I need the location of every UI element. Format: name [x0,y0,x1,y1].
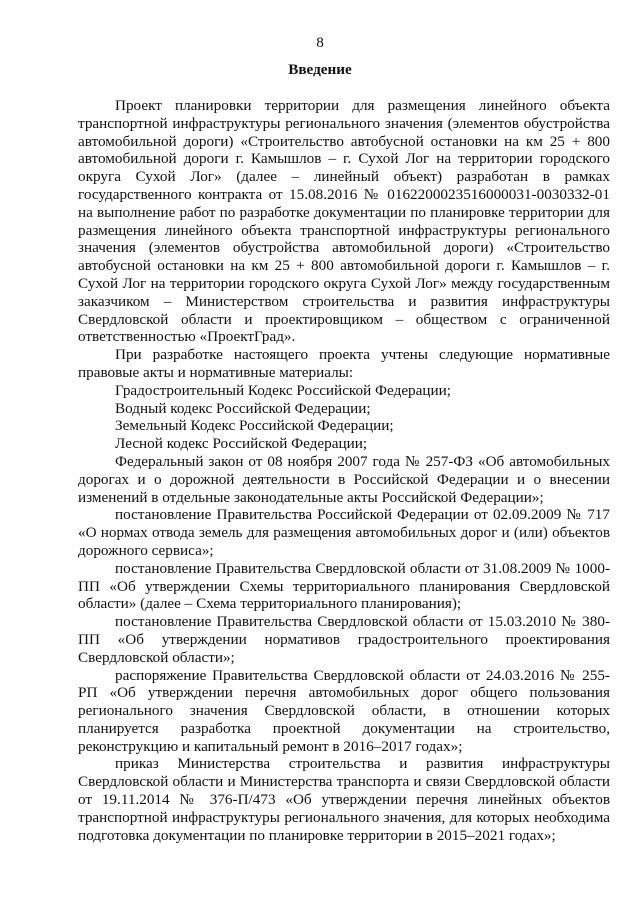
list-item: постановление Правительства Российской Федерации от 02.09.2009 № 717 «О нормах отвода земель для размещения автомобильных дорог и (или) объектов дорожного сервиса»; [78,506,610,559]
page-number: 8 [316,34,324,51]
section-heading: Введение [288,61,352,78]
paragraph-intro: Проект планировки территории для размещения линейного объекта транспортной инфраструктуры регионального значения (элементов обустройства автомобильной дороги) «Строительство автобусной остановки на км 25 + 800 автомобильной дороги г. Камышлов – г. Сухой Лог на территории городского округа Сухой Лог» (далее – линейный объект) разработан в рамках государственного контракта от 15.08.2016 № 0162200023516000031-0030332-01 на выполнение работ по разработке документации по планировке территории для размещения линейного объекта транспортной инфраструктуры регионального значения (элементов обустройства автомобильной дороги) «Строительство автобусной остановки на км 25 + 800 автомобильной дороги г. Камышлов – г. Сухой Лог на территории городского округа Сухой Лог» между государственным заказчиком – Министерством строительства и развития инфраструктуры Свердловской области и проектировщиком – обществом с ограниченной ответственностью «ПроектГрад». [78,97,610,346]
list-item: приказ Министерства строительства и развития инфраструктуры Свердловской области и Министерства транспорта и связи Свердловской области от 19.11.2014 № 376-П/473 «Об утверждении перечня линейных объектов транспортной инфраструктуры регионального значения, для которых необходима подготовка документации по планировке территории в 2015–2021 годах»; [78,755,610,844]
list-item: Федеральный закон от 08 ноября 2007 года № 257-ФЗ «Об автомобильных дорогах и о дорожной деятельности в Российской Федерации и о внесении изменений в отдельные законодательные акты Российской Федерации»; [78,452,610,506]
list-item: Земельный Кодекс Российской Федерации; [115,417,394,435]
list-item: постановление Правительства Свердловской области от 31.08.2009 № 1000-ПП «Об утверждении Схемы территориального планирования Свердловской области» (далее – Схема территориального планирования); [78,559,610,613]
list-item: Водный кодекс Российской Федерации; [115,399,371,417]
list-item: Градостроительный Кодекс Российской Федерации; [115,381,451,399]
list-item: постановление Правительства Свердловской области от 15.03.2010 № 380-ПП «Об утверждении нормативов градостроительного проектирования Свердловской области»; [78,613,610,666]
list-item: Лесной кодекс Российской Федерации; [115,435,368,453]
paragraph-acts-intro: При разработке настоящего проекта учтены следующие нормативные правовые акты и нормативные материалы: [78,346,610,381]
list-item: распоряжение Правительства Свердловской области от 24.03.2016 № 255-РП «Об утверждении перечня автомобильных дорог общего пользования регионального значения Свердловской области, в отношении которых планируется разработка проектной документации на строительство, реконструкцию и капитальный ремонт в 2016–2017 годах»; [78,666,610,755]
body-text [78,97,610,844]
